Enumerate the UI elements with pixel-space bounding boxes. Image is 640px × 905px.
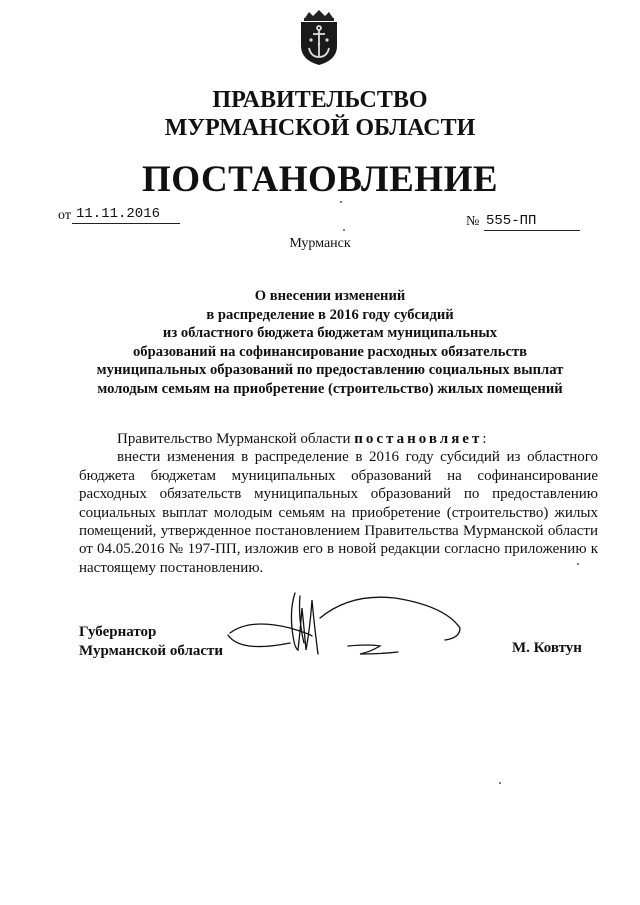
signatory-position-line1: Губернатор [79,624,157,640]
subject-line: из областного бюджета бюджетам муниципальных [162,325,498,342]
coat-of-arms-icon [297,10,341,66]
scan-speck [499,782,501,784]
subject-line: молодым семьям на приобретение (строительство) жилых помещений [97,380,563,397]
number-label: № [466,214,480,229]
signatory-position-line2: Мурманской области [79,642,224,659]
document-body [79,430,598,577]
city: Мурманск [289,236,351,251]
scan-speck [340,201,342,203]
document-subject [60,287,600,399]
resolution-action-word: постановляет [354,431,483,447]
date-label: от [58,208,71,223]
signatory-name: М. Ковтун [512,640,582,656]
intro-colon: : [482,431,487,447]
subject-line: образований на софинансирование расходных обязательств [132,343,527,360]
government-title-line1: ПРАВИТЕЛЬСТВО [212,87,428,113]
document-date: 11.11.2016 [72,206,180,224]
resolution-intro [79,430,598,448]
scan-speck [577,563,579,565]
subject-line: муниципальных образований по предоставлению социальных выплат [96,362,564,379]
handwritten-signature-icon [220,588,470,663]
government-title-line2: МУРМАНСКОЙ ОБЛАСТИ [164,115,476,141]
scan-speck [343,229,345,231]
signatory-position [79,623,223,660]
subject-line: О внесении изменений [254,288,406,304]
resolution-paragraph: внести изменения в распределение в 2016 году субсидий из областного бюджета бюджетам муниципальных образований на софинансирование расходных обязательств муниципальных образований по предоставлению социальных выплат молодым семьям на приобретение (строительство) жилых помещений, утвержденное постановлением Правительства Мурманской области от 04.05.2016 № 197-ПП, изложив его в новой редакции согласно приложению к настоящему постановлению. [79,449,598,576]
subject-line: в распределение в 2016 году субсидий [206,306,454,323]
document-type-title: ПОСТАНОВЛЕНИЕ [141,159,499,200]
document-number: 555-ПП [484,213,580,231]
intro-text: Правительство Мурманской области [117,431,351,447]
